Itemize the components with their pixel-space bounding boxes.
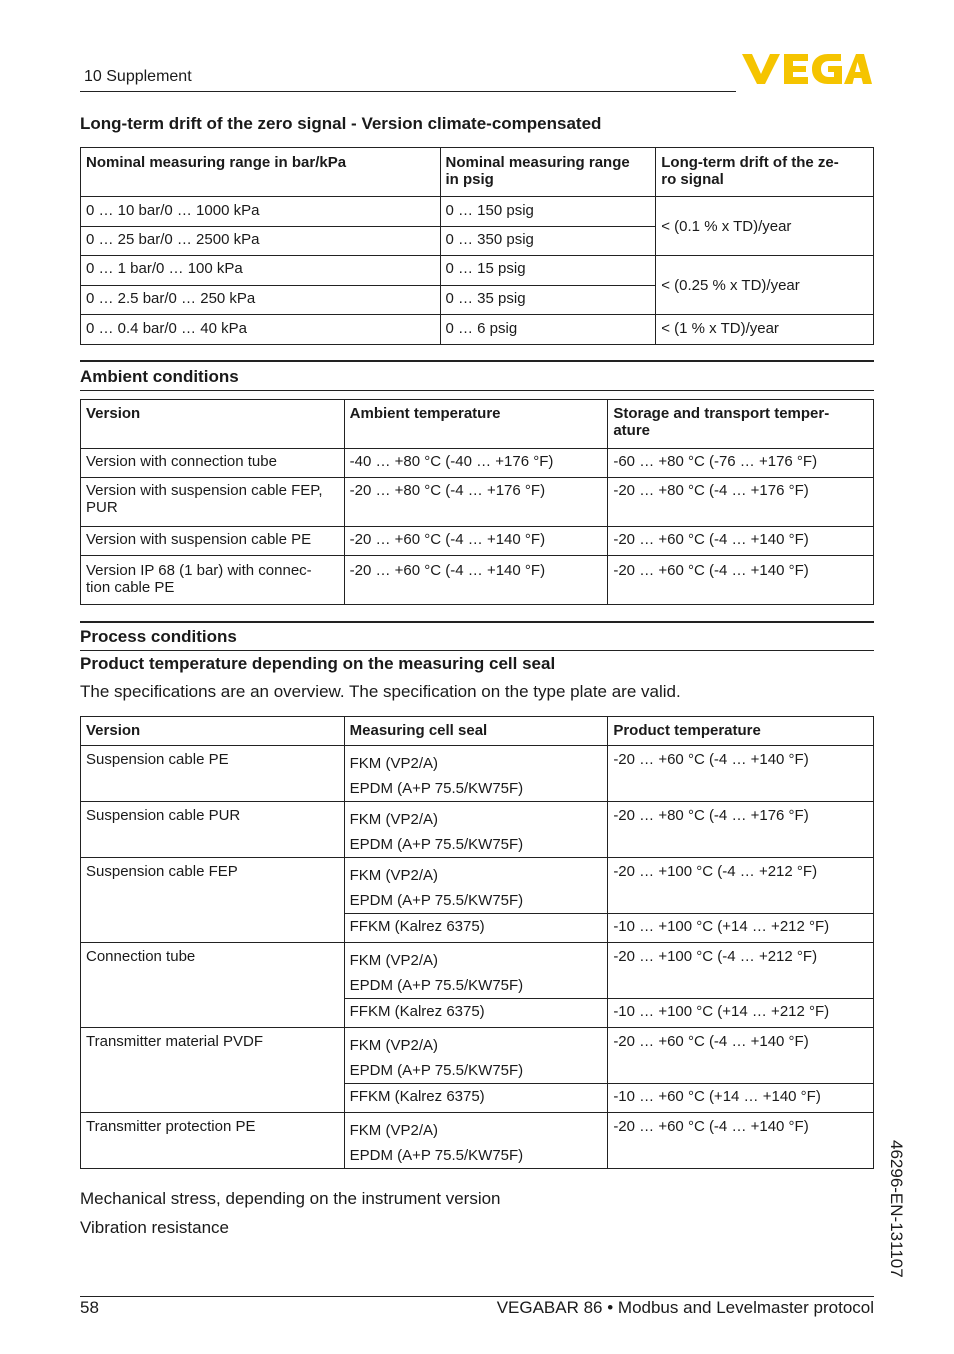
table-row	[81, 449, 874, 478]
mechanical-stress-label: Mechanical stress, depending on the instrument version	[80, 1189, 501, 1208]
drift-title: Long-term drift of the zero signal - Version climate-compensated	[80, 114, 602, 133]
table-row	[81, 746, 874, 802]
range-psig-cell: 0 … 350 psig	[440, 227, 656, 256]
header-cell: Nominal measuring range in psig	[440, 148, 656, 197]
process-subtitle: Product temperature depending on the measuring cell seal	[80, 654, 556, 673]
vega-logo	[742, 52, 872, 91]
seal-cell: FFKM (Kalrez 6375)	[344, 999, 608, 1028]
table-row	[81, 1113, 874, 1169]
product-temp-cell: -20 … +100 °C (-4 … +212 °F)	[608, 943, 874, 999]
version-cell: Version with suspension cable FEP, PUR	[81, 478, 345, 527]
drift-cell: < (0.1 % x TD)/year	[656, 197, 874, 256]
section-header: 10 Supplement	[84, 68, 192, 85]
version-cell: Transmitter material PVDF	[81, 1028, 345, 1113]
header-cell: Long-term drift of the ze- ro signal	[656, 148, 874, 197]
ambient-table	[80, 399, 874, 605]
drift-cell: < (0.25 % x TD)/year	[656, 256, 874, 315]
storage-temp-cell: -20 … +60 °C (-4 … +140 °F)	[608, 527, 874, 556]
table-header-row	[81, 717, 874, 746]
table-row	[81, 858, 874, 914]
ambient-title: Ambient conditions	[80, 367, 239, 386]
range-bar-cell: 0 … 10 bar/0 … 1000 kPa	[81, 197, 441, 227]
product-temp-cell: -20 … +80 °C (-4 … +176 °F)	[608, 802, 874, 858]
table-row	[81, 802, 874, 858]
range-psig-cell: 0 … 150 psig	[440, 197, 656, 227]
seal-cell: FKM (VP2/A) EPDM (A+P 75.5/KW75F)	[344, 802, 608, 858]
table-row	[81, 943, 874, 999]
table-row	[81, 315, 874, 345]
storage-temp-cell: -20 … +60 °C (-4 … +140 °F)	[608, 556, 874, 605]
version-cell: Version with connection tube	[81, 449, 345, 478]
table-row	[81, 1028, 874, 1084]
version-cell: Transmitter protection PE	[81, 1113, 345, 1169]
table-row	[81, 556, 874, 605]
ambient-temp-cell: -20 … +60 °C (-4 … +140 °F)	[344, 527, 608, 556]
product-temp-cell: -20 … +60 °C (-4 … +140 °F)	[608, 1113, 874, 1169]
ambient-temp-cell: -40 … +80 °C (-40 … +176 °F)	[344, 449, 608, 478]
seal-cell: FKM (VP2/A) EPDM (A+P 75.5/KW75F)	[344, 858, 608, 914]
ambient-temp-cell: -20 … +60 °C (-4 … +140 °F)	[344, 556, 608, 605]
product-temp-cell: -10 … +100 °C (+14 … +212 °F)	[608, 914, 874, 943]
range-bar-cell: 0 … 1 bar/0 … 100 kPa	[81, 256, 441, 286]
seal-cell: FKM (VP2/A) EPDM (A+P 75.5/KW75F)	[344, 1113, 608, 1169]
table-header-row	[81, 148, 874, 197]
product-temp-cell: -20 … +60 °C (-4 … +140 °F)	[608, 1028, 874, 1084]
version-cell: Connection tube	[81, 943, 345, 1028]
header-cell: Version	[81, 717, 345, 746]
header-rule	[80, 91, 736, 92]
product-temp-cell: -10 … +100 °C (+14 … +212 °F)	[608, 999, 874, 1028]
section-rule	[80, 390, 874, 391]
header-cell: Ambient temperature	[344, 400, 608, 449]
process-table	[80, 716, 874, 1169]
version-cell: Suspension cable PUR	[81, 802, 345, 858]
document-code: 46296-EN-131107	[887, 1140, 906, 1278]
range-psig-cell: 0 … 35 psig	[440, 286, 656, 315]
seal-cell: FKM (VP2/A) EPDM (A+P 75.5/KW75F)	[344, 1028, 608, 1084]
range-psig-cell: 0 … 15 psig	[440, 256, 656, 286]
table-header-row	[81, 400, 874, 449]
seal-cell: FFKM (Kalrez 6375)	[344, 1084, 608, 1113]
header-cell: Nominal measuring range in bar/kPa	[81, 148, 441, 197]
footer-rule	[80, 1296, 874, 1297]
section-rule	[80, 360, 874, 362]
section-rule	[80, 650, 874, 651]
process-note: The specifications are an overview. The specification on the type plate are valid.	[80, 682, 681, 701]
range-bar-cell: 0 … 0.4 bar/0 … 40 kPa	[81, 315, 441, 345]
seal-cell: FKM (VP2/A) EPDM (A+P 75.5/KW75F)	[344, 943, 608, 999]
range-bar-cell: 0 … 2.5 bar/0 … 250 kPa	[81, 286, 441, 315]
version-cell: Version with suspension cable PE	[81, 527, 345, 556]
drift-cell: < (1 % x TD)/year	[656, 315, 874, 345]
version-cell: Suspension cable PE	[81, 746, 345, 802]
table-row	[81, 256, 874, 286]
range-bar-cell: 0 … 25 bar/0 … 2500 kPa	[81, 227, 441, 256]
header-cell: Product temperature	[608, 717, 874, 746]
vibration-resistance-label: Vibration resistance	[80, 1218, 229, 1237]
section-rule	[80, 621, 874, 623]
version-cell: Version IP 68 (1 bar) with connec- tion cable PE	[81, 556, 345, 605]
header-cell: Storage and transport temper- ature	[608, 400, 874, 449]
footer-title: VEGABAR 86 • Modbus and Levelmaster protocol	[496, 1298, 874, 1317]
storage-temp-cell: -20 … +80 °C (-4 … +176 °F)	[608, 478, 874, 527]
ambient-temp-cell: -20 … +80 °C (-4 … +176 °F)	[344, 478, 608, 527]
header-cell: Version	[81, 400, 345, 449]
drift-table	[80, 147, 874, 345]
vega-logo-icon	[742, 52, 872, 86]
product-temp-cell: -10 … +60 °C (+14 … +140 °F)	[608, 1084, 874, 1113]
range-psig-cell: 0 … 6 psig	[440, 315, 656, 345]
storage-temp-cell: -60 … +80 °C (-76 … +176 °F)	[608, 449, 874, 478]
seal-cell: FFKM (Kalrez 6375)	[344, 914, 608, 943]
product-temp-cell: -20 … +100 °C (-4 … +212 °F)	[608, 858, 874, 914]
process-title: Process conditions	[80, 627, 237, 646]
version-cell: Suspension cable FEP	[81, 858, 345, 943]
page-number: 58	[80, 1298, 99, 1317]
product-temp-cell: -20 … +60 °C (-4 … +140 °F)	[608, 746, 874, 802]
table-row	[81, 197, 874, 227]
header-cell: Measuring cell seal	[344, 717, 608, 746]
table-row	[81, 478, 874, 527]
seal-cell: FKM (VP2/A) EPDM (A+P 75.5/KW75F)	[344, 746, 608, 802]
table-row	[81, 527, 874, 556]
